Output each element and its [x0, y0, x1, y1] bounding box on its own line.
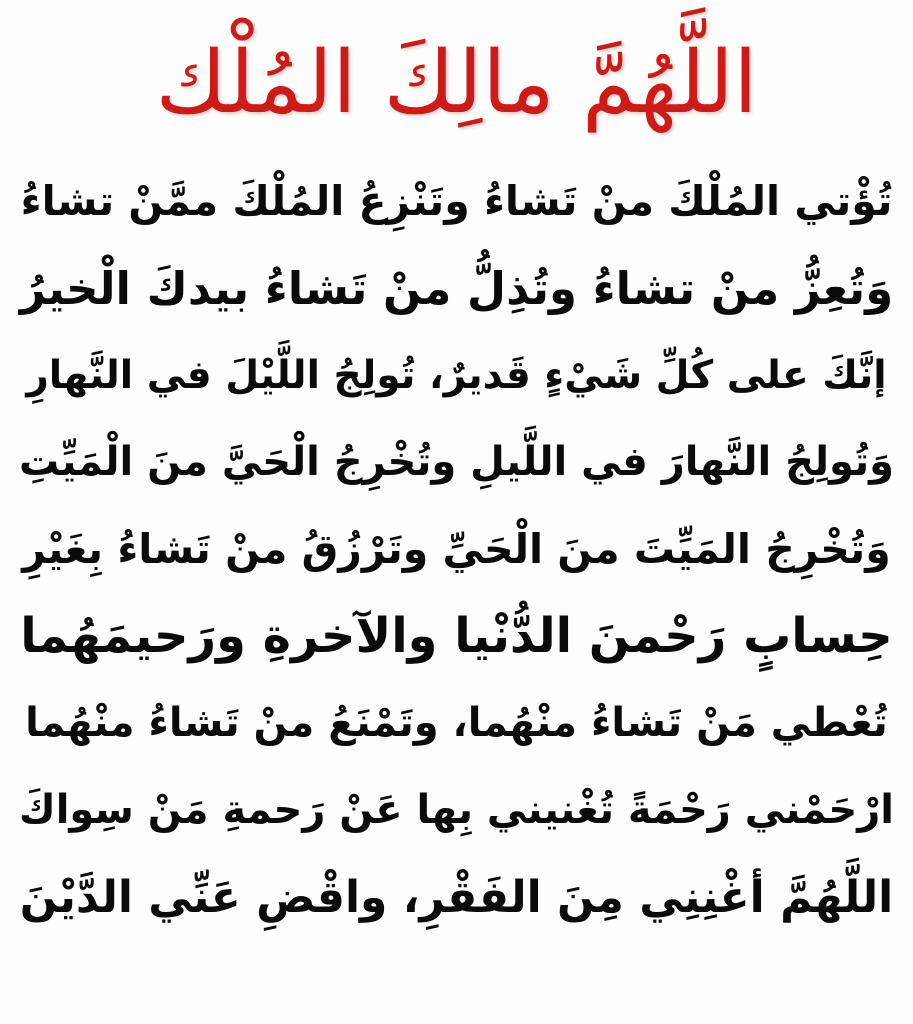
dua-line-3: إنَّكَ على كُلِّ شَيْءٍ قَديرٌ، تُولِجُ اللَّيْلَ في النَّهارِ — [26, 353, 887, 398]
dua-line-7: تُعْطي مَنْ تَشاءُ منْهُما، وتَمْنَعُ منْ تَشاءُ منْهُما — [25, 700, 888, 746]
dua-line-8: ارْحَمْني رَحْمَةً تُغْنيني بِها عَنْ رَحمةِ مَنْ سِواكَ — [19, 787, 894, 833]
dua-line-1: تُؤْتي المُلْكَ منْ تَشاءُ وتَنْزِعُ المُلْكَ ممَّنْ تشاءُ — [20, 177, 893, 225]
dua-line-9: اللَّهُمَّ أغْنِنِي مِنَ الفَقْرِ، واقْضِ عَنِّي الدَّيْنَ — [19, 872, 894, 923]
dua-line-5: وَتُخْرِجُ المَيِّتَ منَ الْحَيِّ وتَرْزُقُ منْ تَشاءُ بِغَيْرِ — [22, 525, 891, 573]
dua-body — [18, 158, 895, 941]
dua-title: اللَّهُمَّ مالِكَ المُلْك — [155, 33, 758, 133]
dua-line-6: حِسابٍ رَحْمنَ الدُّنْيا والآخرةِ ورَحيمَهُما — [20, 608, 893, 664]
dua-line-4: وَتُولِجُ النَّهارَ في اللَّيلِ وتُخْرِجُ الْحَيَّ منَ الْمَيِّتِ — [19, 439, 894, 485]
dua-line-2: وَتُعِزُّ منْ تشاءُ وتُذِلُّ منْ تَشاءُ بيدكَ الْخيرُ — [19, 262, 894, 315]
